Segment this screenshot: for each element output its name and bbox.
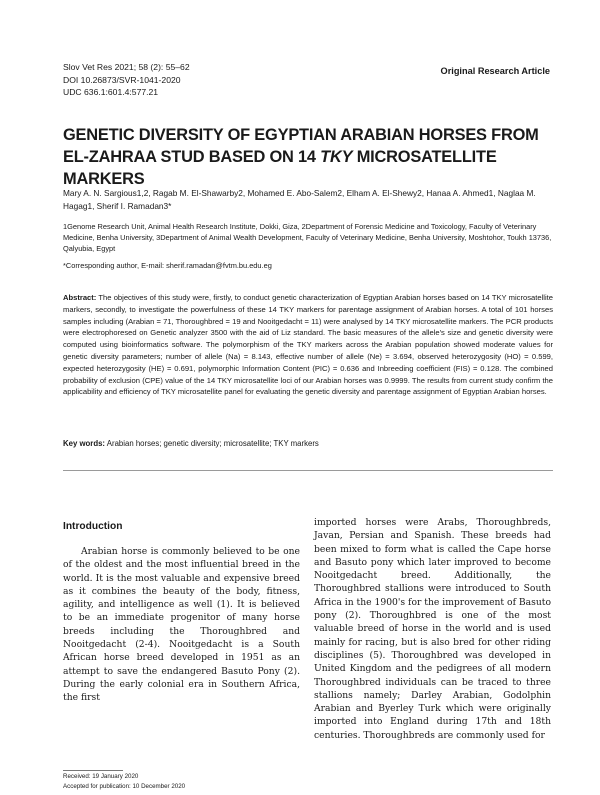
abstract [63,292,553,398]
article-type: Original Research Article [440,66,550,76]
keywords [63,439,553,448]
accepted-date: Accepted for publication: 10 December 2020 [63,782,186,790]
paper-title [63,124,553,190]
article-meta [63,61,190,99]
title-part-1: GENETIC DIVERSITY OF EGYPTIAN ARABIAN HORSES FROM EL-ZAHRAA STUD BASED ON 14 [63,126,539,166]
section-divider [63,470,553,471]
footnote-divider [63,770,123,771]
author-list: Mary A. N. Sargious1,2, Ragab M. El-Shawarby2, Mohamed E. Abo-Salem2, Elham A. El-Shewy2, Hanaa A. Ahmed1, Naglaa M. Hagag1, Sherif I. Ramadan3* [63,188,536,211]
intro-column-right: imported horses were Arabs, Thoroughbreds, Javan, Persian and Spanish. These breeds had been mixed to form what is called the Cape horse and Basuto pony which later improved to become Nooitgedacht breed. Additionally, the Thoroughbred stallions were introduced to South Africa in the 1900's for the improvement of Basuto pony (2). Thoroughbred is one of the most valuable breed of horse in the world and is used mainly for racing, but is also bred for other riding disciplines (5). Thoroughbred was developed in United Kingdom and the pedigrees of all modern Thoroughbred individuals can be traced to three stallions namely; Darley Arabian, Godolphin Arabian and Byerley Turk which were originally imported into England during 17th and 18th centuries. Thoroughbreds are commonly used for [314,517,551,741]
footnote [63,772,185,791]
keywords-label: Key words: [63,439,106,448]
abstract-text: The objectives of this study were, firstly, to conduct genetic characterization of Egyptian Arabian horses based on 14 TKY microsatellite markers, secondly, to investigate the powerfulness of these 14 TKY markers for parentage assignment of Arabian horses. A total of 101 horses samples including (Arabian = 71, Thoroughbred = 19 and Nooitgedacht = 11) were analysed by 14 TKY microsatellite markers. The PCR products were electrophoresed on Genetic analyzer 3500 with the aid of Liz standard. The basic measures of the allele's size and genetic diversity were computed using bioinformatics software. The polymorphism of the TKY markers across the Arabian population showed moderate values for genetic diversity parameters; number of allele (Na) = 8.143, effective number of allele (Ne) = 3.694, observed heterozygosity (HO) = 0.599, expected heterozygosity (HE) = 0.691, polymorphic Information Content (PIC) = 0.636 and Inbreeding coefficient (FIS) = 0.128. The combined probability of exclusion (CPE) value of the 14 TKY microsatellite loci of our Arabian horses was 0.9999. The results from current study confirm the applicability and efficiency of TKY microsatellite panel for evaluating the genetic diversity and parentage assignment of Egyptian Arabian horses. [63,293,553,397]
keywords-text: Arabian horses; genetic diversity; microsatellite; TKY markers [106,439,319,448]
intro-column-left: Arabian horse is commonly believed to be one of the oldest and the most influential breed in the world. It is the most valuable and expensive breed as it combines the beauty of the body, fitness, agility, and intelligence as well (1). It is believed to be an immediate progenitor of many horse breeds including the Thoroughbred and Nooitgedacht (2-4). Nooitgedacht is a South African horse breed developed in 1951 as an attempt to save the endangered Basuto Pony (2). During the early colonial era in Southern Africa, the first [63,546,300,704]
abstract-label: Abstract: [63,293,97,302]
intro-heading: Introduction [63,521,123,532]
received-date: Received: 19 January 2020 [63,773,139,780]
citation: Slov Vet Res 2021; 58 (2): 55–62 [63,62,190,72]
title-italic: TKY [320,148,353,166]
affiliations: 1Genome Research Unit, Animal Health Research Institute, Dokki, Giza, 2Department of Forensic Medicine and Toxicology, Faculty of Veterinary Medicine, Benha University, 3Department of Animal Wealth Development, Faculty of Veterinary Medicine, Benha University, Moshtohor, Toukh 13736, Qalyubia, Egypt [63,222,552,254]
udc: UDC 636.1:601.4:577.21 [63,87,159,97]
doi: DOI 10.26873/SVR-1041-2020 [63,74,181,85]
corresponding-author: *Corresponding author, E-mail: sherif.ramadan@fvtm.bu.edu.eg [63,261,272,270]
title-part-2: MICROSATELLITE MARKERS [63,148,497,188]
